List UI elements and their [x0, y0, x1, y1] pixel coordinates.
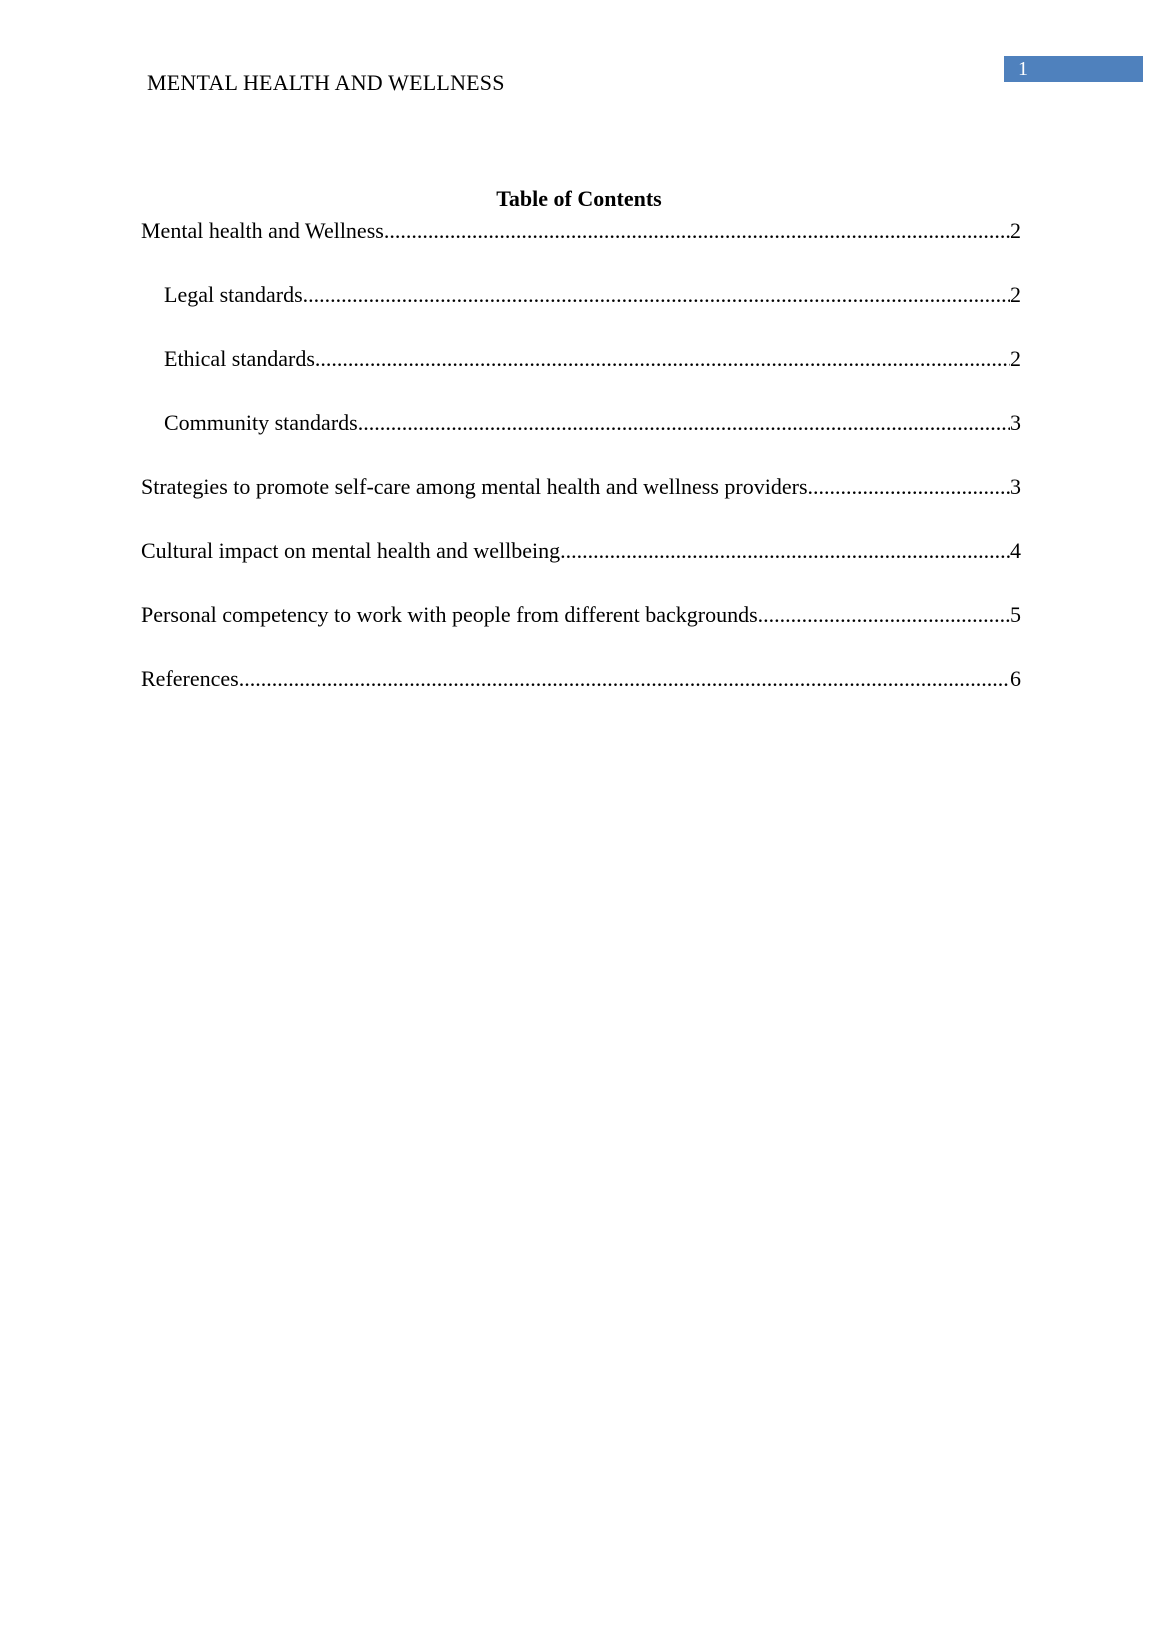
toc-dot-leader — [808, 472, 1010, 502]
toc-entry-text: References — [141, 666, 239, 691]
toc-dot-leader — [560, 536, 1010, 566]
toc-entry-text: Ethical standards — [164, 346, 315, 371]
toc-entry-references[interactable] — [141, 664, 1021, 728]
toc-entry-cultural-impact[interactable] — [141, 536, 1021, 600]
toc-entry-text: Strategies to promote self-care among mental health and wellness providers — [141, 474, 808, 499]
toc-entry-personal-competency[interactable] — [141, 600, 1021, 664]
toc-entry-mental-health-and-wellness[interactable] — [141, 216, 1021, 280]
table-of-contents — [141, 216, 1021, 728]
page-number-badge: 1 — [1004, 56, 1143, 82]
toc-dot-leader — [358, 408, 1010, 438]
toc-dot-leader — [758, 600, 1010, 630]
toc-entry-page: 2 — [1010, 218, 1021, 243]
toc-title: Table of Contents — [496, 186, 662, 211]
toc-entry-page: 5 — [1010, 602, 1021, 627]
toc-entry-ethical-standards[interactable] — [141, 344, 1021, 408]
toc-entry-self-care-strategies[interactable] — [141, 472, 1021, 536]
toc-entry-text: Personal competency to work with people from different backgrounds — [141, 602, 758, 627]
toc-dot-leader — [315, 344, 1010, 374]
toc-dot-leader — [384, 216, 1010, 246]
toc-dot-leader — [303, 280, 1010, 310]
toc-entry-page: 2 — [1010, 282, 1021, 307]
toc-entry-page: 3 — [1010, 410, 1021, 435]
toc-entry-text: Cultural impact on mental health and wellbeing — [141, 538, 561, 563]
toc-entry-text: Community standards — [164, 410, 358, 435]
toc-entry-page: 6 — [1010, 666, 1021, 691]
running-head: MENTAL HEALTH AND WELLNESS — [147, 70, 505, 95]
toc-entry-text: Legal standards — [164, 282, 303, 307]
toc-entry-page: 2 — [1010, 346, 1021, 371]
toc-entry-text: Mental health and Wellness — [141, 218, 384, 243]
toc-entry-community-standards[interactable] — [141, 408, 1021, 472]
toc-entry-page: 4 — [1010, 538, 1021, 563]
toc-entry-page: 3 — [1010, 474, 1021, 499]
toc-entry-legal-standards[interactable] — [141, 280, 1021, 344]
toc-dot-leader — [239, 664, 1010, 694]
